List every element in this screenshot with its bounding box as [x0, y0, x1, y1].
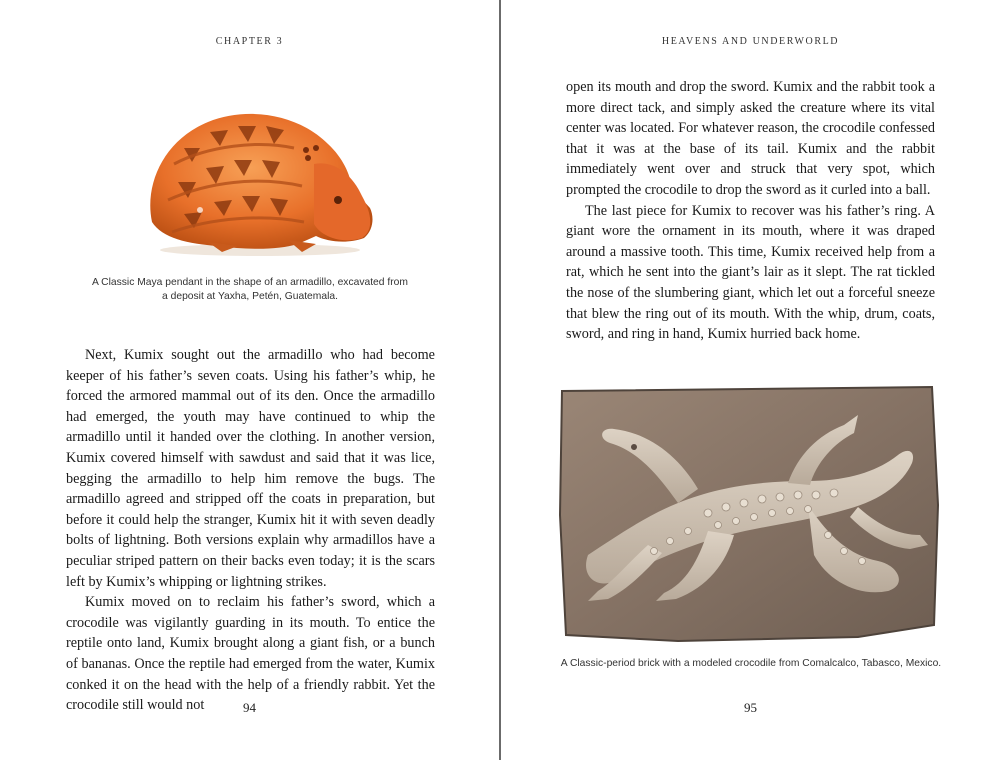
paragraph: Kumix moved on to reclaim his father’s sword, which a crocodile was vigilantly guarding in its mouth. To entice the reptile onto land, Kumix brought along a giant fish, or a bunch of bananas. Once the reptile had emerged from the water, Kumix conked it on the head with the help of a friendly rabbit. Yet the crocodile still would not: [66, 594, 435, 714]
page-number-left: 94: [243, 700, 256, 715]
running-head-right: HEAVENS AND UNDERWORLD: [661, 36, 840, 47]
running-head-left: CHAPTER 3: [215, 36, 284, 47]
left-body-text: [66, 345, 435, 716]
crocodile-brick-image: [558, 385, 940, 643]
figure-caption-crocodile: A Classic-period brick with a modeled crocodile from Comalcalco, Tabasco, Mexico.: [560, 658, 942, 669]
paragraph: The last piece for Kumix to recover was his father’s ring. A giant wore the ornament in its mouth, where it was draped around a massive tooth. This time, Kumix received help from a rat, which he sent into the giant’s lair as it slept. The rat tickled the nose of the slumbering giant, which let out a forceful sneeze that blew the ring out of its mouth. With the whip, drum, coats, sword, and ring in hand, Kumix hurried back home.: [566, 202, 935, 343]
paragraph: open its mouth and drop the sword. Kumix and the rabbit took a more direct tack, and simply asked the creature where its vital center was located. For whatever reason, the crocodile confessed that it was at the base of its tail. Kumix and the rabbit immediately went over and struck that very spot, which prompted the crocodile to drop the sword as it curled into a ball.: [566, 79, 935, 198]
paragraph: Next, Kumix sought out the armadillo who had become keeper of his father’s seven coats. Using his father’s whip, he forced the armored mammal out of its den. Once the armadillo had emerged, the youth may have continued to whip the armadillo until it handed over the clothing. In another version, Kumix covered himself with sawdust and said that it was lice, begging the armadillo to help him remove the bugs. The armadillo agreed and stripped off the coats in preparation, but before it could help the stranger, Kumix hit it with seven deadly bolts of lightning. Both versions explain why armadillos have a peculiar striped pattern on their backs even today; it is the scars left by Kumix’s whipping or lightning strikes.: [66, 347, 435, 590]
right-body-text: [566, 77, 935, 345]
page-number-right: 95: [744, 700, 757, 715]
figure-caption-armadillo: A Classic Maya pendant in the shape of an armadillo, excavated from a deposit at Yaxha, Petén, Guatemala.: [92, 277, 408, 302]
armadillo-pendant-image: [138, 104, 378, 258]
right-page: [501, 0, 1000, 760]
left-page: [0, 0, 499, 760]
